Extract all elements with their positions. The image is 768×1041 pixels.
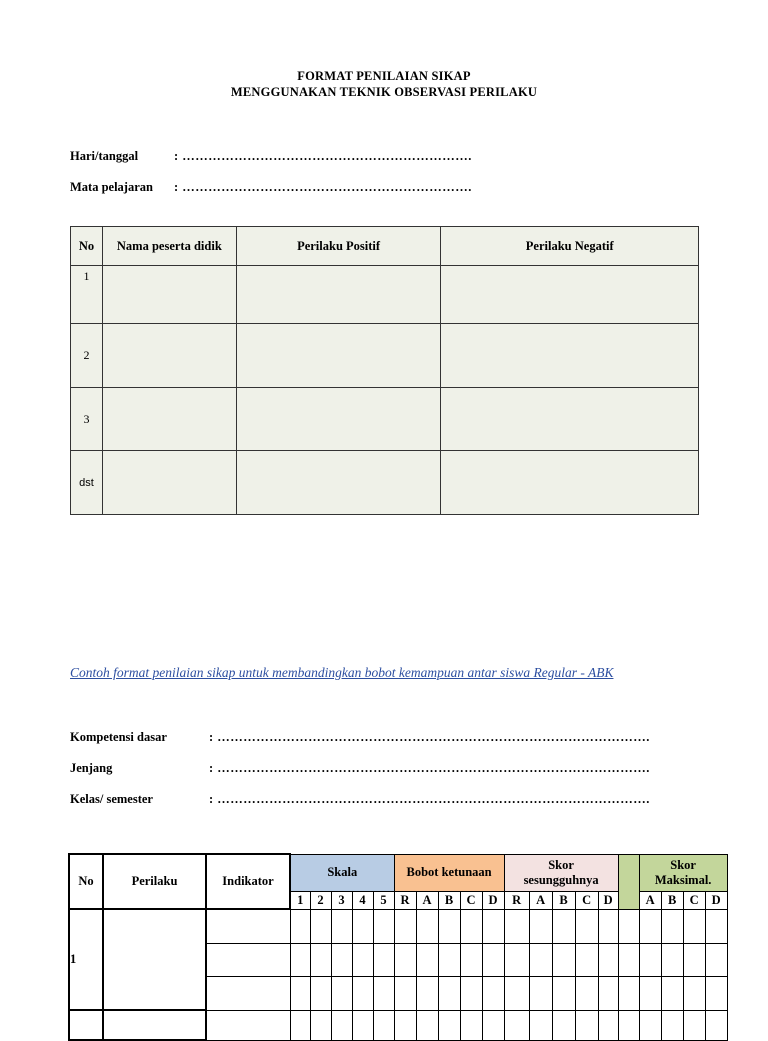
header-skala: Skala — [290, 854, 394, 891]
skala-col: 1 — [290, 891, 310, 909]
score-cell[interactable] — [352, 1010, 373, 1040]
observation-table — [70, 226, 699, 515]
score-cell[interactable] — [460, 909, 482, 943]
score-cell[interactable] — [310, 1010, 331, 1040]
score-cell[interactable] — [552, 943, 575, 976]
kd-field[interactable]: : ………………………………………………………………………………………. — [209, 730, 650, 744]
skala-col: 3 — [331, 891, 352, 909]
skor-maks-label: Skor — [670, 857, 696, 872]
score-cell[interactable] — [331, 943, 352, 976]
header-nama: Nama peserta didik — [102, 227, 236, 266]
skor-col: R — [504, 891, 529, 909]
sesungguhnya-label: sesungguhnya — [523, 872, 599, 887]
skor-col: C — [575, 891, 598, 909]
score-cell[interactable] — [683, 1010, 705, 1040]
score-cell[interactable] — [482, 943, 504, 976]
score-cell[interactable] — [705, 976, 727, 1010]
score-cell[interactable] — [331, 1010, 352, 1040]
score-cell[interactable] — [552, 909, 575, 943]
jenjang-field[interactable]: : ………………………………………………………………………………………. — [209, 761, 650, 775]
cell-positif[interactable] — [236, 451, 441, 515]
score-cell[interactable] — [438, 976, 460, 1010]
score-cell[interactable] — [373, 943, 394, 976]
header-no: No — [71, 227, 103, 266]
bobot-col: C — [460, 891, 482, 909]
score-cell[interactable] — [416, 976, 438, 1010]
score-cell[interactable] — [460, 976, 482, 1010]
score-cell[interactable] — [552, 1010, 575, 1040]
cell-positif[interactable] — [236, 388, 441, 451]
score-cell[interactable] — [310, 943, 331, 976]
score-cell[interactable] — [438, 943, 460, 976]
maks-col: B — [661, 891, 683, 909]
cell-indikator[interactable] — [206, 909, 290, 943]
score-cell[interactable] — [618, 909, 639, 943]
score-cell[interactable] — [705, 909, 727, 943]
score-cell[interactable] — [504, 1010, 529, 1040]
page-title-line2: MENGGUNAKAN TEKNIK OBSERVASI PERILAKU — [230, 85, 538, 99]
maks-col: C — [683, 891, 705, 909]
score-cell[interactable] — [575, 943, 598, 976]
score-cell[interactable] — [639, 976, 661, 1010]
score-cell[interactable] — [416, 909, 438, 943]
score-cell[interactable] — [331, 976, 352, 1010]
row-number — [69, 1010, 103, 1040]
score-cell[interactable] — [290, 976, 310, 1010]
header-skor-maksimal — [639, 854, 727, 891]
row-number: 1 — [71, 266, 103, 324]
mapel-field[interactable]: : …………………………………………………………. — [174, 180, 472, 194]
cell-indikator[interactable] — [206, 976, 290, 1010]
hari-label: Hari/tanggal — [70, 149, 139, 163]
score-cell[interactable] — [394, 909, 416, 943]
score-cell[interactable] — [618, 1010, 639, 1040]
header-positif: Perilaku Positif — [236, 227, 441, 266]
score-cell[interactable] — [331, 909, 352, 943]
skala-col: 5 — [373, 891, 394, 909]
skor-col: D — [598, 891, 618, 909]
cell-indikator[interactable] — [206, 1010, 290, 1040]
score-cell[interactable] — [482, 976, 504, 1010]
skala-col: 2 — [310, 891, 331, 909]
maksimal-label: Maksimal. — [654, 872, 712, 887]
score-cell[interactable] — [639, 1010, 661, 1040]
score-cell[interactable] — [290, 909, 310, 943]
score-cell[interactable] — [575, 1010, 598, 1040]
score-cell[interactable] — [416, 943, 438, 976]
score-cell[interactable] — [482, 909, 504, 943]
cell-perilaku[interactable] — [103, 909, 206, 1010]
row-number: 2 — [71, 324, 103, 388]
score-cell[interactable] — [575, 976, 598, 1010]
cell-nama[interactable] — [102, 324, 236, 388]
skor-label: Skor — [548, 857, 574, 872]
header-no: No — [69, 854, 103, 909]
score-cell[interactable] — [438, 1010, 460, 1040]
score-cell[interactable] — [705, 943, 727, 976]
row-number: 1 — [69, 909, 103, 1010]
assessment-table — [68, 853, 728, 1041]
score-cell[interactable] — [373, 909, 394, 943]
kelas-label: Kelas/ semester — [70, 792, 153, 806]
score-cell[interactable] — [529, 976, 552, 1010]
score-cell[interactable] — [504, 943, 529, 976]
kd-label: Kompetensi dasar — [70, 730, 167, 744]
score-cell[interactable] — [618, 976, 639, 1010]
cell-positif[interactable] — [236, 266, 441, 324]
score-cell[interactable] — [482, 1010, 504, 1040]
cell-nama[interactable] — [102, 388, 236, 451]
score-cell[interactable] — [504, 909, 529, 943]
score-cell[interactable] — [394, 976, 416, 1010]
spacer-cell — [618, 854, 639, 909]
score-cell[interactable] — [552, 976, 575, 1010]
cell-negatif[interactable] — [441, 324, 699, 388]
cell-nama[interactable] — [102, 451, 236, 515]
row-number: dst — [71, 451, 103, 515]
skor-col: B — [552, 891, 575, 909]
score-cell[interactable] — [705, 1010, 727, 1040]
cell-positif[interactable] — [236, 324, 441, 388]
score-cell[interactable] — [416, 1010, 438, 1040]
cell-negatif[interactable] — [441, 451, 699, 515]
header-skor-sesungguhnya — [504, 854, 618, 891]
score-cell[interactable] — [504, 976, 529, 1010]
row-number: 3 — [71, 388, 103, 451]
bobot-col: A — [416, 891, 438, 909]
score-cell[interactable] — [438, 909, 460, 943]
header-negatif: Perilaku Negatif — [441, 227, 699, 266]
score-cell[interactable] — [661, 943, 683, 976]
page-title-line1: FORMAT PENILAIAN SIKAP — [297, 69, 471, 83]
cell-nama[interactable] — [102, 266, 236, 324]
maks-col: A — [639, 891, 661, 909]
score-cell[interactable] — [529, 909, 552, 943]
score-cell[interactable] — [529, 1010, 552, 1040]
score-cell[interactable] — [598, 943, 618, 976]
score-cell[interactable] — [460, 943, 482, 976]
score-cell[interactable] — [598, 909, 618, 943]
score-cell[interactable] — [310, 976, 331, 1010]
bobot-col: B — [438, 891, 460, 909]
score-cell[interactable] — [352, 976, 373, 1010]
score-cell[interactable] — [683, 976, 705, 1010]
bobot-col: R — [394, 891, 416, 909]
skala-col: 4 — [352, 891, 373, 909]
cell-indikator[interactable] — [206, 943, 290, 976]
skor-col: A — [529, 891, 552, 909]
maks-col: D — [705, 891, 727, 909]
cell-negatif[interactable] — [441, 388, 699, 451]
score-cell[interactable] — [598, 976, 618, 1010]
score-cell[interactable] — [352, 943, 373, 976]
cell-negatif[interactable] — [441, 266, 699, 324]
header-bobot: Bobot ketunaan — [394, 854, 504, 891]
bobot-col: D — [482, 891, 504, 909]
score-cell[interactable] — [661, 909, 683, 943]
score-cell[interactable] — [529, 943, 552, 976]
score-cell[interactable] — [352, 909, 373, 943]
score-cell[interactable] — [575, 909, 598, 943]
score-cell[interactable] — [290, 943, 310, 976]
header-indikator: Indikator — [206, 854, 290, 909]
score-cell[interactable] — [639, 943, 661, 976]
score-cell[interactable] — [373, 1010, 394, 1040]
hari-field[interactable]: : …………………………………………………………. — [174, 149, 472, 163]
score-cell[interactable] — [598, 1010, 618, 1040]
example-format-link[interactable]: Contoh format penilaian sikap untuk membandingkan bobot kemampuan antar siswa Regular - ABK — [70, 665, 614, 680]
kelas-field[interactable]: : ………………………………………………………………………………………. — [209, 792, 650, 806]
score-cell[interactable] — [394, 943, 416, 976]
score-cell[interactable] — [683, 943, 705, 976]
score-cell[interactable] — [661, 1010, 683, 1040]
score-cell[interactable] — [460, 1010, 482, 1040]
mapel-label: Mata pelajaran — [70, 180, 153, 194]
score-cell[interactable] — [290, 1010, 310, 1040]
score-cell[interactable] — [394, 1010, 416, 1040]
score-cell[interactable] — [373, 976, 394, 1010]
cell-perilaku[interactable] — [103, 1010, 206, 1040]
score-cell[interactable] — [639, 909, 661, 943]
header-perilaku: Perilaku — [103, 854, 206, 909]
score-cell[interactable] — [661, 976, 683, 1010]
score-cell[interactable] — [683, 909, 705, 943]
jenjang-label: Jenjang — [70, 761, 113, 775]
score-cell[interactable] — [618, 943, 639, 976]
score-cell[interactable] — [310, 909, 331, 943]
